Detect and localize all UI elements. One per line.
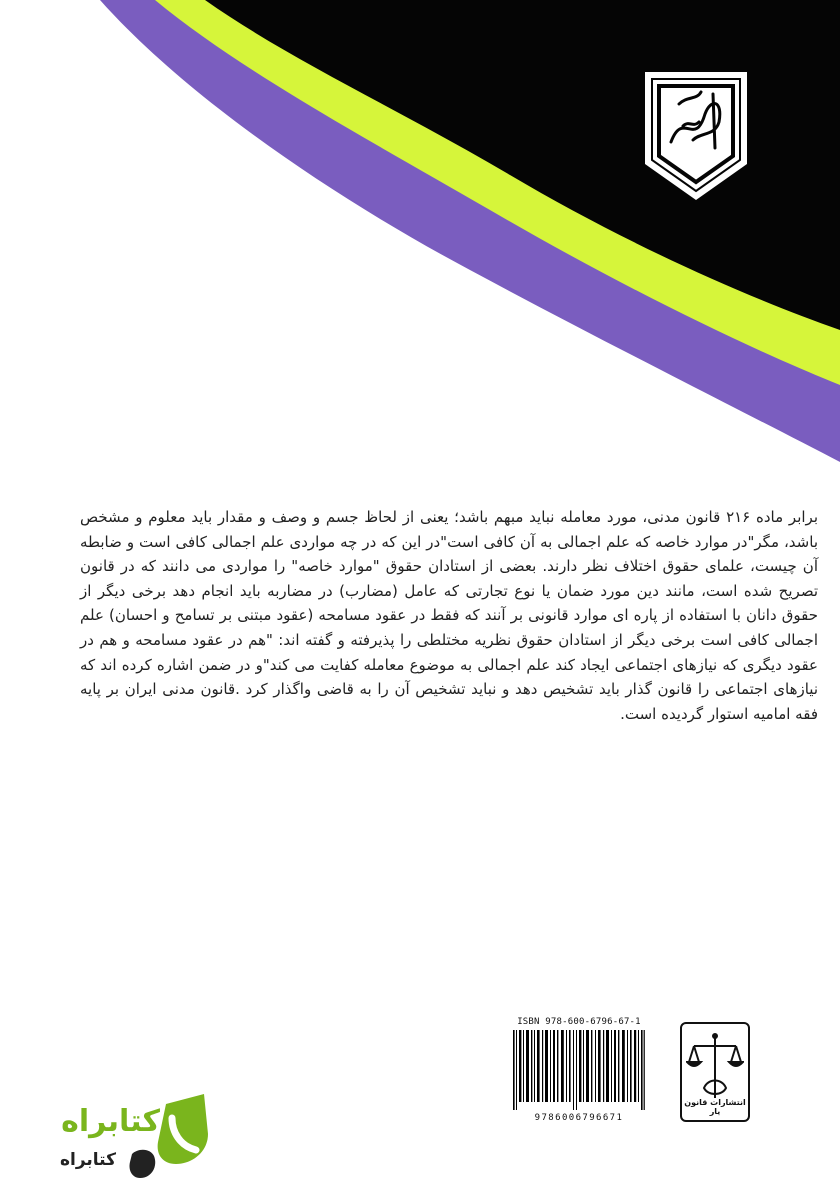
ketabrah-main-text: کتابراه (61, 1104, 160, 1139)
publisher-label: انتشارات قانون یار (684, 1098, 746, 1116)
ketabrah-watermark (40, 1090, 220, 1190)
scales-of-justice-icon (686, 1030, 744, 1102)
barcode-digits: 9786006796671 (534, 1113, 624, 1123)
back-cover-text: برابر ماده ۲۱۶ قانون مدنی، مورد معامله نباید مبهم باشد؛ یعنی از لحاظ جسم و وصف و مقدار باید معلوم و مشخص باشد، مگر"در موارد خاصه که علم اجمالی به آن کافی است"در این که در چه مواردی علم اجمالی کافی است و ضابطه آن چیست، علمای حقوق اختلاف نظر دارند. بعضی از استادان حقوق "موارد خاصه" را مواردی می دانند که در قانون تصریح شده است، مانند دین مورد ضمان یا نوع تجارتی که عامل (مضارب) در مضاربه باید انجام دهد برخی دیگر از حقوق دانان با استفاده از پاره ای موارد قانونی بر آنند که فقط در عقود مسامحه (عقود مبتنی بر تسامح و احسان) علم اجمالی کافی است برخی دیگر از استادان حقوق نظریه مختلطی را پذیرفته و گفته اند: "هم در عقود مسامحه و هم در عقود دیگری که نیازهای اجتماعی ایجاد کند علم اجمالی به موضوع معامله کفایت می کند"و در ضمن اشاره کرده اند که نیازهای اجتماعی را قانون گذار باید تشخیص دهد و نباید تشخیص آن را به قاضی واگذار کرد .قانون مدنی ایران بر پایه فقه امامیه استوار گردیده است. (80, 508, 819, 723)
isbn-label: ISBN 978-600-6796-67-1 (517, 1017, 641, 1027)
shield-calligraphy-icon (643, 70, 749, 202)
barcode-bars-icon (513, 1030, 645, 1110)
publisher-logo (680, 1022, 750, 1122)
ketabrah-small-text: کتابراه (59, 1150, 116, 1170)
isbn-barcode (509, 1017, 649, 1127)
